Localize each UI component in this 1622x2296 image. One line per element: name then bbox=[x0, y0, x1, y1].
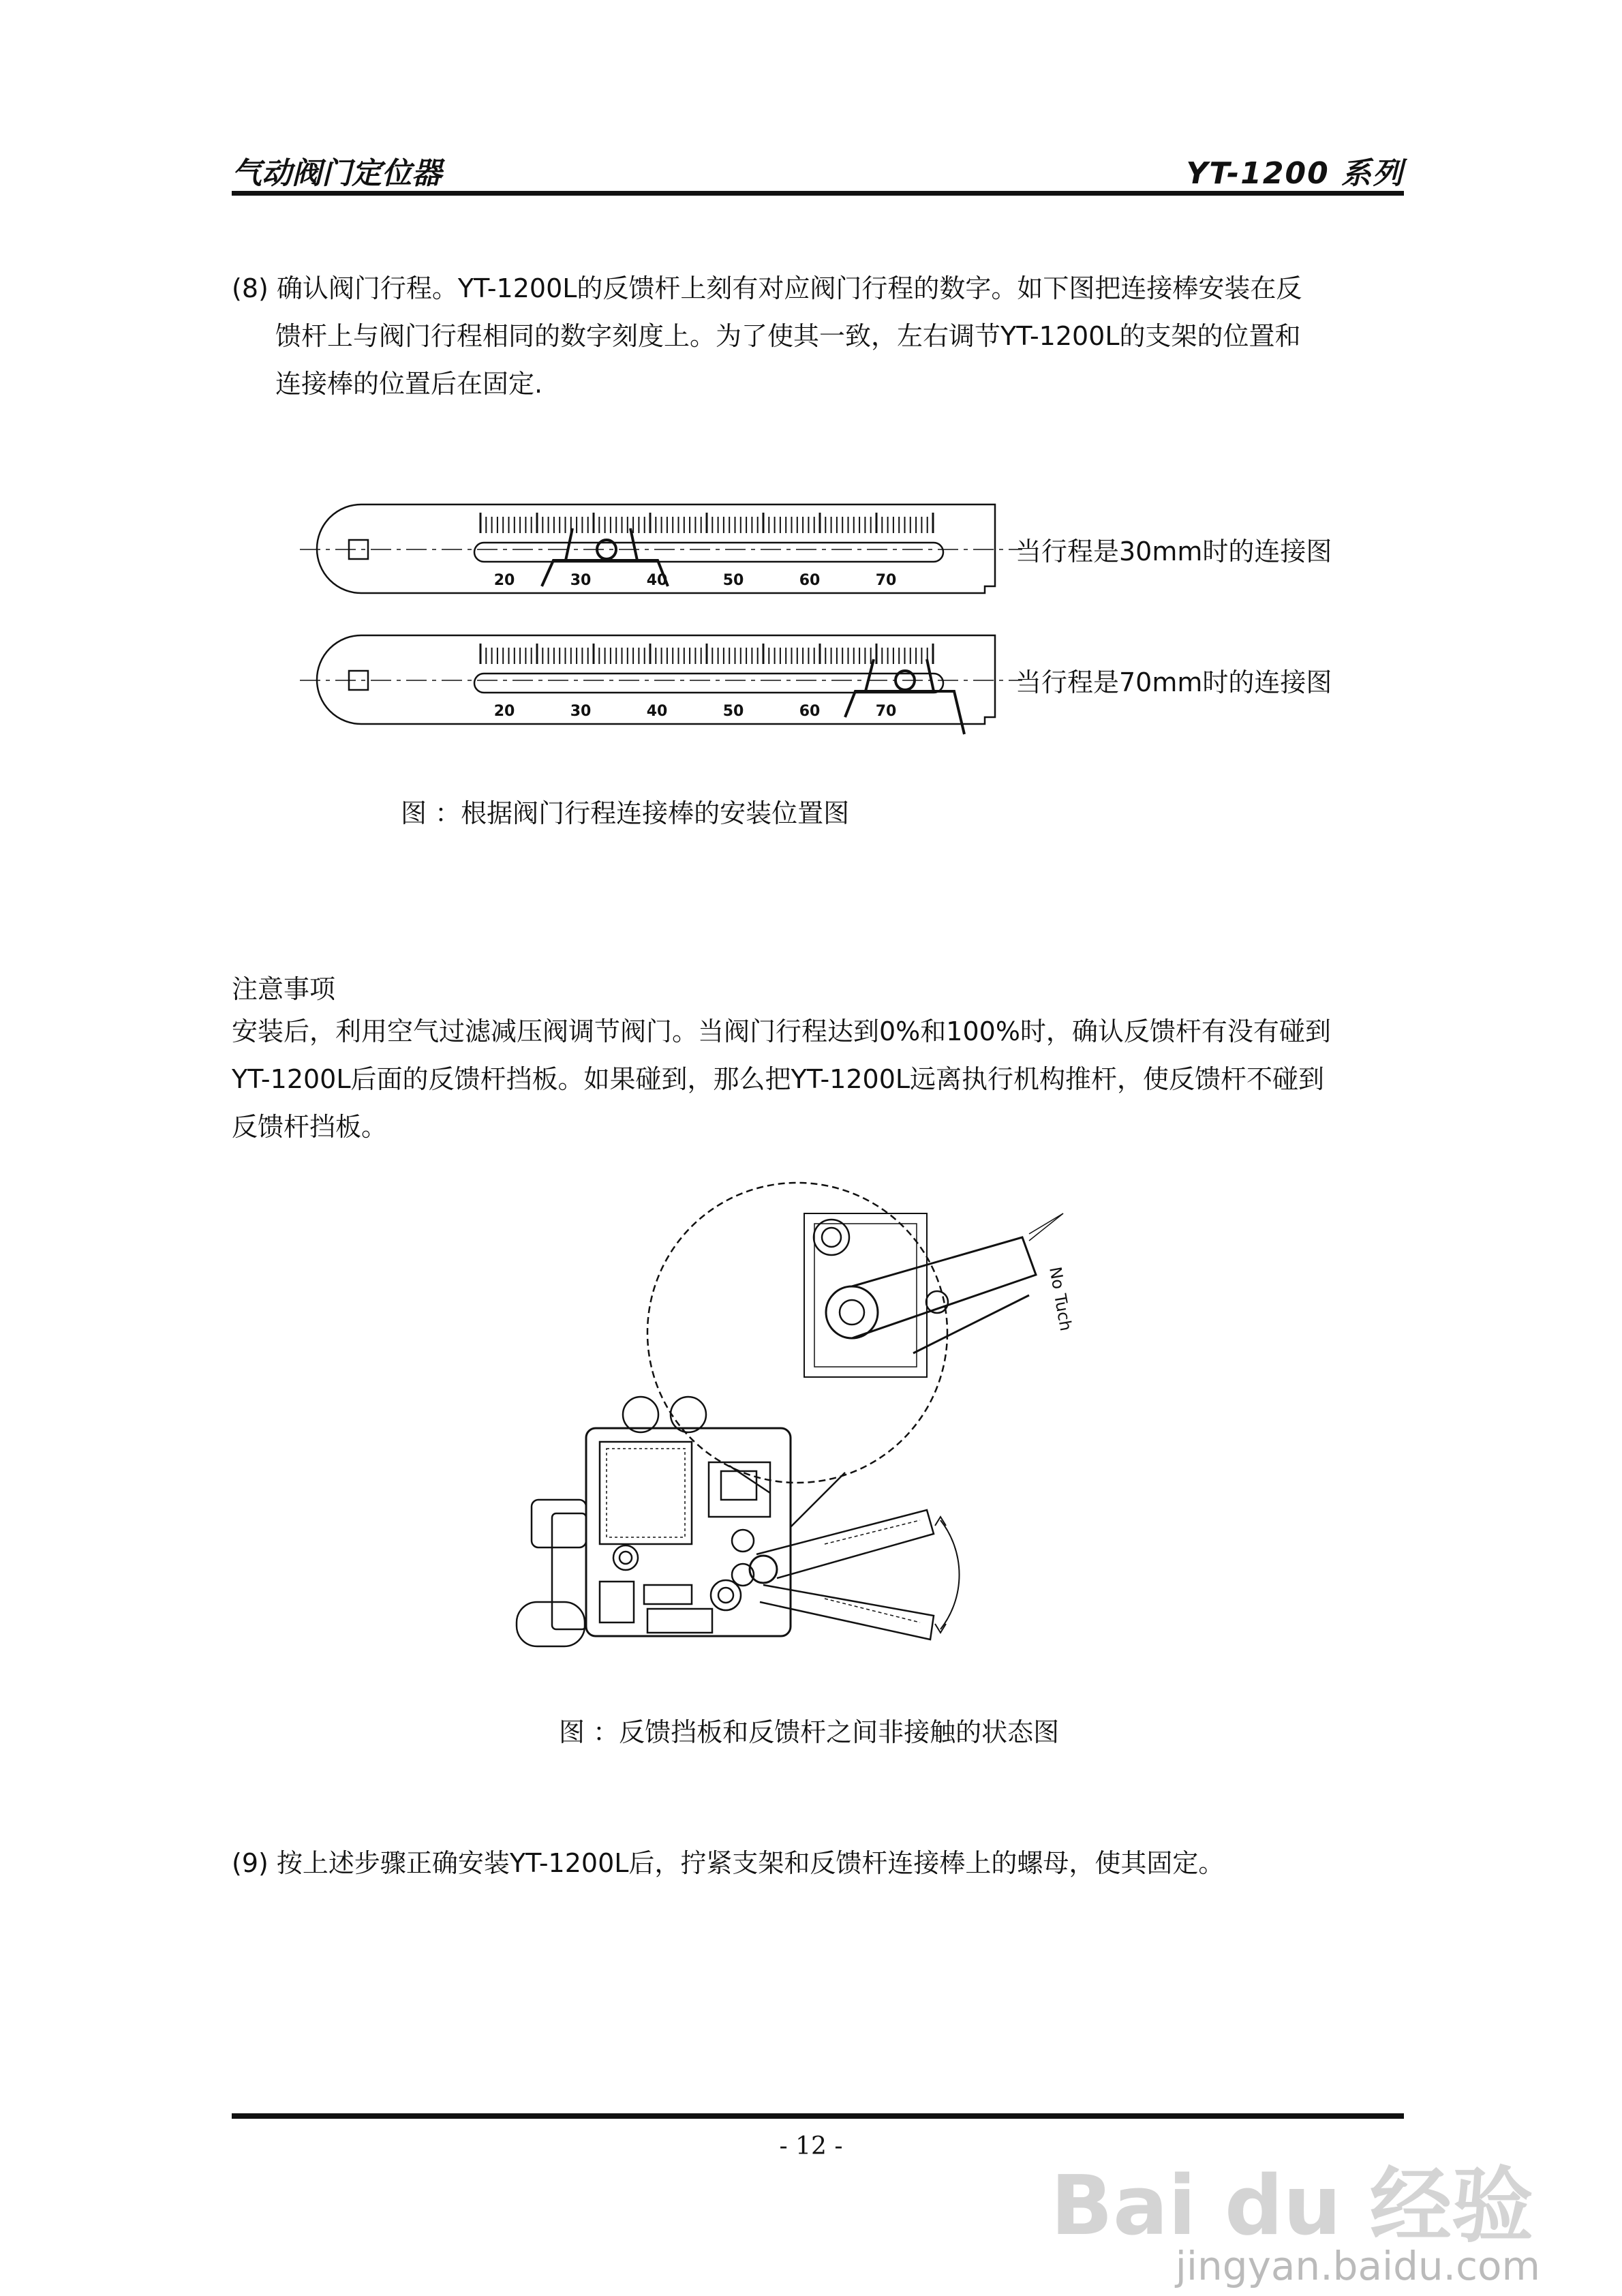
step9-paragraph: (9) 按上述步骤正确安装YT-1200L后，拧紧支架和反馈杆连接棒上的螺母，使其固定。 bbox=[232, 1848, 1225, 1878]
scale-label: 50 bbox=[722, 703, 744, 720]
scale-label: 70 bbox=[875, 703, 897, 720]
figure1-lever-diagram bbox=[300, 484, 1050, 770]
scale-label: 60 bbox=[799, 703, 821, 720]
header-title-right: YT-1200 系列 bbox=[1186, 156, 1404, 191]
scale-label: 20 bbox=[493, 572, 515, 589]
figure1-caption: 图 ：根据阀门行程连接棒的安装位置图 bbox=[401, 798, 850, 828]
scale-label: 30 bbox=[570, 572, 592, 589]
lever-30mm-scale bbox=[494, 572, 897, 589]
page-number: - 12 - bbox=[779, 2132, 843, 2160]
step8-line3: 连接棒的位置后在固定. bbox=[275, 369, 543, 399]
lever-70mm-scale bbox=[494, 703, 897, 720]
watermark-url: jingyan.baidu.com bbox=[1175, 2243, 1540, 2289]
header-rule bbox=[232, 191, 1404, 196]
figure1-label-70mm: 当行程是70mm时的连接图 bbox=[1015, 667, 1332, 697]
step8-line1: (8) 确认阀门行程。YT-1200L的反馈杆上刻有对应阀门行程的数字。如下图把连接棒安装在反 bbox=[232, 273, 1302, 303]
notes-line2: YT-1200L后面的反馈杆挡板。如果碰到，那么把YT-1200L远离执行机构推杆，使反馈杆不碰到 bbox=[232, 1064, 1325, 1094]
header-title-left: 气动阀门定位器 bbox=[232, 156, 442, 191]
step8-line2: 馈杆上与阀门行程相同的数字刻度上。为了使其一致，左右调节YT-1200L的支架的位置和 bbox=[275, 321, 1301, 351]
notes-body bbox=[232, 1008, 1404, 1151]
notes-title: 注意事项 bbox=[232, 974, 336, 1004]
notes-line3: 反馈杆挡板。 bbox=[232, 1112, 388, 1142]
detail-label-no-touch: No Tuch bbox=[1045, 1265, 1076, 1333]
figure2-caption: 图 ：反馈挡板和反馈杆之间非接触的状态图 bbox=[559, 1717, 1060, 1747]
scale-label: 30 bbox=[570, 703, 592, 720]
scale-label: 20 bbox=[493, 703, 515, 720]
watermark-logo: Bai du 经验 bbox=[1050, 2159, 1533, 2254]
figure2-positioner-diagram bbox=[504, 1173, 1104, 1650]
figure1-label-30mm: 当行程是30mm时的连接图 bbox=[1015, 537, 1332, 567]
footer-rule bbox=[232, 2113, 1404, 2119]
detail-circle bbox=[647, 1183, 947, 1483]
scale-label: 70 bbox=[875, 572, 897, 589]
scale-label: 40 bbox=[646, 572, 668, 589]
notes-line1: 安装后，利用空气过滤减压阀调节阀门。当阀门行程达到0%和100%时，确认反馈杆有没有碰到 bbox=[232, 1016, 1331, 1046]
step8-paragraph bbox=[232, 265, 1418, 408]
scale-label: 50 bbox=[722, 572, 744, 589]
scale-label: 60 bbox=[799, 572, 821, 589]
lever-70mm-ticks bbox=[480, 644, 933, 664]
lever-30mm-ticks bbox=[480, 513, 933, 533]
scale-label: 40 bbox=[646, 703, 668, 720]
